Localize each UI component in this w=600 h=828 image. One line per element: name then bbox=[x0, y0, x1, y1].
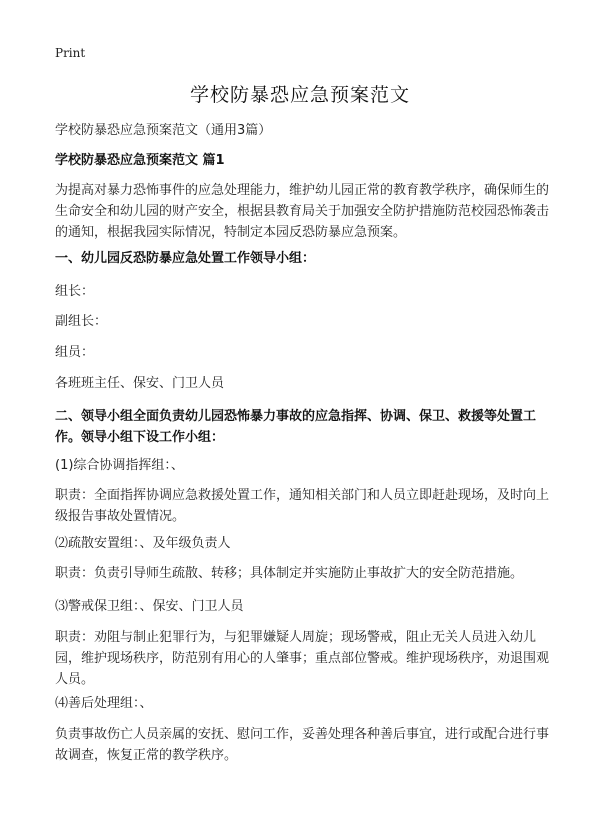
heading-working-groups: 二、领导小组全面负责幼儿园恐怖暴力事故的应急指挥、协调、保卫、救援等处置工作。领导小组下设工作小组： bbox=[55, 409, 537, 445]
group1-title: (1)综合协调指挥组：、 bbox=[55, 458, 184, 473]
leader-line: 组长： bbox=[55, 284, 95, 299]
heading-leadership-group: 一、幼儿园反恐防暴应急处置工作领导小组： bbox=[55, 251, 316, 266]
document-subtitle: 学校防暴恐应急预案范文（通用3篇） bbox=[55, 123, 272, 138]
deputy-leader-line: 副组长： bbox=[55, 314, 108, 329]
group3-title: ⑶警戒保卫组：、保安、门卫人员 bbox=[55, 599, 244, 614]
group1-duty: 职责：全面指挥协调应急救援处置工作，通知相关部门和人员立即赶赴现场，及时向上级报告事故处置情况。 bbox=[55, 488, 550, 524]
group4-title: ⑷善后处理组：、 bbox=[55, 696, 153, 711]
print-label[interactable]: Print bbox=[55, 46, 86, 60]
group2-duty: 职责：负责引导师生疏散、转移；具体制定并实施防止事故扩大的安全防范措施。 bbox=[55, 566, 524, 581]
members-list: 各班班主任、保安、门卫人员 bbox=[55, 376, 225, 391]
group2-title: ⑵疏散安置组：、及年级负责人 bbox=[55, 536, 231, 551]
intro-paragraph: 为提高对暴力恐怖事件的应急处理能力，维护幼儿园正常的教育教学秩序，确保师生的生命安全和幼儿园的财产安全，根据县教育局关于加强安全防护措施防范校园恐怖袭击的通知，根据我园实际情况，特制定本园反恐防暴应急预案。 bbox=[55, 183, 550, 240]
group3-duty: 职责：劝阻与制止犯罪行为，与犯罪嫌疑人周旋；现场警戒，阻止无关人员进入幼儿园，维护现场秩序，防范别有用心的人肇事；重点部位警戒。维护现场秩序，劝退围观人员。 bbox=[55, 630, 550, 687]
group4-duty: 负责事故伤亡人员亲属的安抚、慰问工作，妥善处理各种善后事宜，进行或配合进行事故调查，恢复正常的教学秩序。 bbox=[55, 727, 550, 763]
document-title: 学校防暴恐应急预案范文 bbox=[189, 84, 410, 106]
section-heading: 学校防暴恐应急预案范文 篇1 bbox=[55, 153, 225, 168]
members-line: 组员： bbox=[55, 345, 95, 360]
